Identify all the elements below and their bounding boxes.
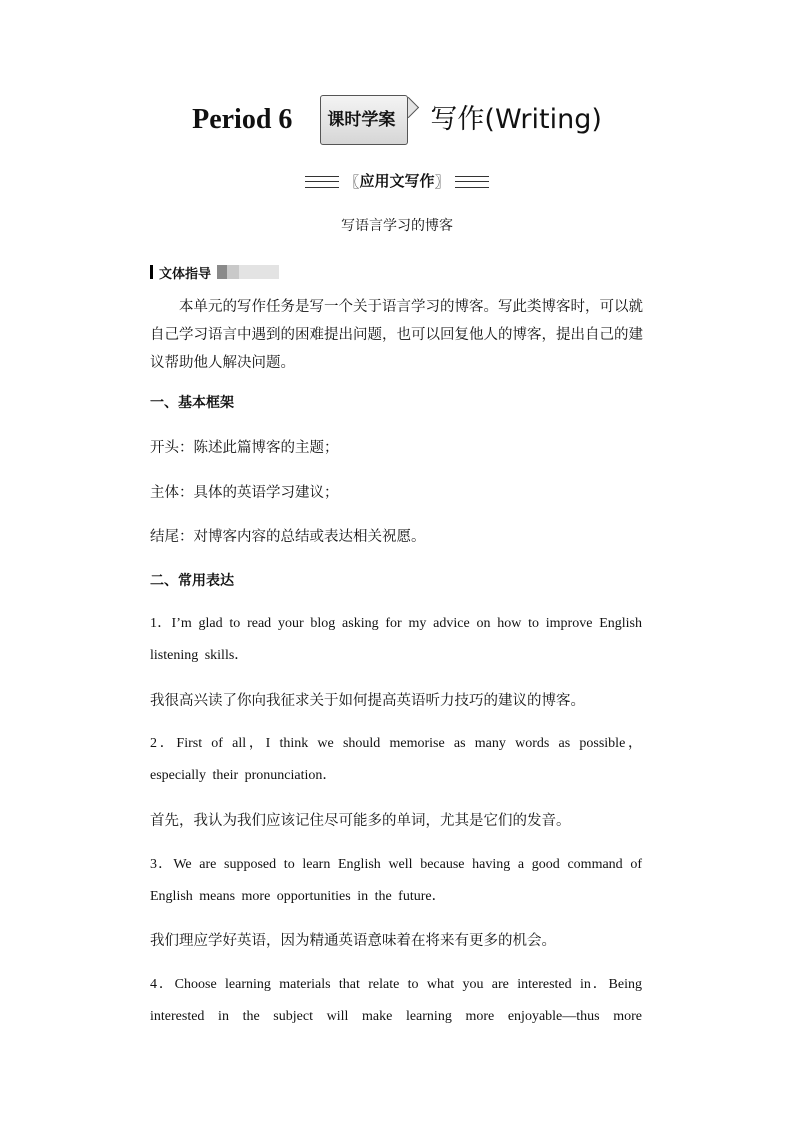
right-bracket-icon: 〗 [434,172,450,191]
guide-label: 文体指导 [159,266,212,282]
section-heading [0,168,794,195]
heading-bar-icon [150,265,153,279]
expression-chinese: 我很高兴读了你向我征求关于如何提高英语听力技巧的建议的博客。 [150,693,585,709]
expression-english: 4．Choose learning materials that relate to what you are interested in．Being interested in the subject will make learning more enjoyable—thus more [150,977,642,1024]
framework-item: 主体：具体的英语学习建议； [150,485,339,501]
lesson-tag: 课时学案 [320,95,408,145]
intro-paragraph: 本单元的写作任务是写一个关于语言学习的博客。写此类博客时，可以就自己学习语言中遇到的困难提出问题，也可以回复他人的博客，提出自己的建议帮助他人解决问题。 [150,299,643,371]
framework-item: 开头：陈述此篇博客的主题； [150,440,339,456]
section-label: 应用文写作 [359,172,435,190]
framework-item: 结尾：对博客内容的总结或表达相关祝愿。 [150,529,426,545]
gradient-bar-icon [217,265,279,279]
period-label: Period 6 [192,104,293,135]
expression-chinese: 首先，我认为我们应该记住尽可能多的单词，尤其是它们的发音。 [150,813,571,829]
subtitle: 写语言学习的博客 [341,218,453,234]
framework-heading: 一、基本框架 [150,395,234,411]
title-chinese: 写作(Writing) [430,104,602,135]
expression-english: 1．I’m glad to read your blog asking for my advice on how to improve English listening skills． [150,616,642,663]
right-decoration [455,176,489,188]
left-decoration [305,176,339,188]
left-bracket-icon: 〖 [344,172,360,191]
expression-english: 2．First of all，I think we should memorise as many words as possible，especially their pronunciation． [150,736,642,783]
expression-english: 3．We are supposed to learn English well because having a good command of English means more opportunities in the future． [150,857,642,904]
expression-chinese: 我们理应学好英语，因为精通英语意味着在将来有更多的机会。 [150,933,556,949]
guide-heading [150,262,279,282]
page-title [0,95,794,145]
expressions-heading: 二、常用表达 [150,573,234,589]
